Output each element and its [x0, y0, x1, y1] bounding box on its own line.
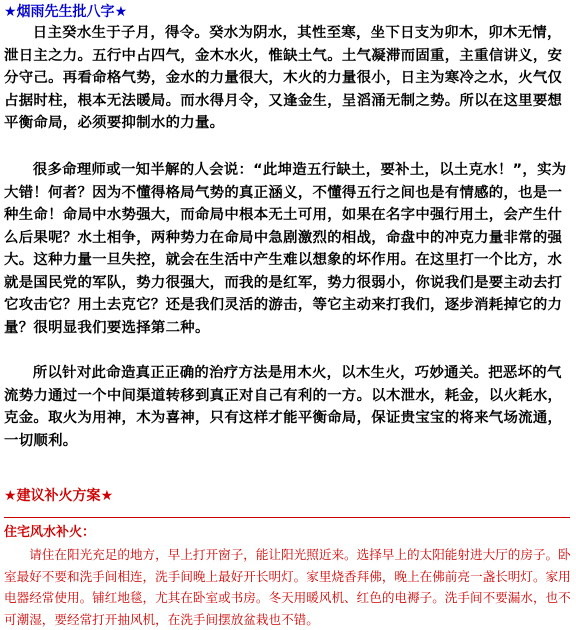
star-icon: ★: [100, 488, 114, 504]
divider: [4, 517, 570, 518]
analysis-paragraph-2: 很多命理师或一知半解的人会说：“此坤造五行缺土，要补土，以土克水！”，实为大错！何者？因为不懂得格局气势的真正涵义，不懂得五行之间也是有情感的，也是一种生命！命局中水势强大，而命局中根本无土可用，如果在名字中强行用土，会产生什么后果呢？水土相争，两种势力在命局中急剧激烈的相战，命盘中的冲克力量非常的强大。这种力量一旦失控，就会在生活中产生难以想象的坏作用。在这里打一个比方，水就是国民党的军队，势力很强大，而我的是红军，势力很弱小，你说我们是要主动去打它攻击它？用土去克它？还是我们灵活的游击，等它主动来打我们，逐步消耗掉它的力量？很明显我们要选择第二种。: [4, 162, 567, 336]
analysis-paragraph-1: 日主癸水生于子月，得令。癸水为阴水，其性至寒，坐下日支为卯木，卯木无情，泄日主之力。五行中占四气，金木水火，惟缺土气。土气凝滞而固重，主重信讲义，安分守己。再看命格气势，金水的力量很大，木火的力量很小，日主为寒冷之水，火气仅占据时柱，根本无法暖局。而水得月令，又逢金生，呈滔涌无制之势。所以在这里要想平衡命局，必须要抑制水的力量。: [4, 25, 563, 131]
star-icon: ★: [4, 488, 17, 504]
star-icon: ★: [114, 4, 128, 20]
section-heading-bazi: [4, 3, 127, 21]
section-title: 烟雨先生批八字: [16, 4, 115, 20]
star-icon: ★: [4, 4, 17, 20]
advice-subtitle: 住宅风水补火：: [4, 525, 96, 540]
section-title: 建议补火方案: [16, 488, 101, 504]
section-heading-advice: [4, 487, 113, 505]
advice-text: 请住在阳光充足的地方，早上打开窗子，能让阳光照近来。选择早上的太阳能射进大厅的房子。卧室最好不要和洗手间相连，洗手间晚上最好开长明灯。家里烧香拜佛，晚上在佛前亮一盏长明灯。家用电器经常使用。铺红地毯，尤其在卧室或书房。冬天用暖风机、红色的电褥子。洗手间不要漏水，也不可潮湿，要经常打开抽风机，在洗手间摆放盆栽也不错。: [4, 547, 571, 627]
analysis-paragraph-3: 所以针对此命造真正正确的治疗方法是用木火，以木生火，巧妙通关。把恶坏的气流势力通过一个中间渠道转移到真正对自己有利的一方。以木泄水，耗金，以火耗水，克金。取火为用神，木为喜神，只有这样才能平衡命局，保证贵宝宝的将来气场流通，一切顺利。: [4, 365, 563, 449]
